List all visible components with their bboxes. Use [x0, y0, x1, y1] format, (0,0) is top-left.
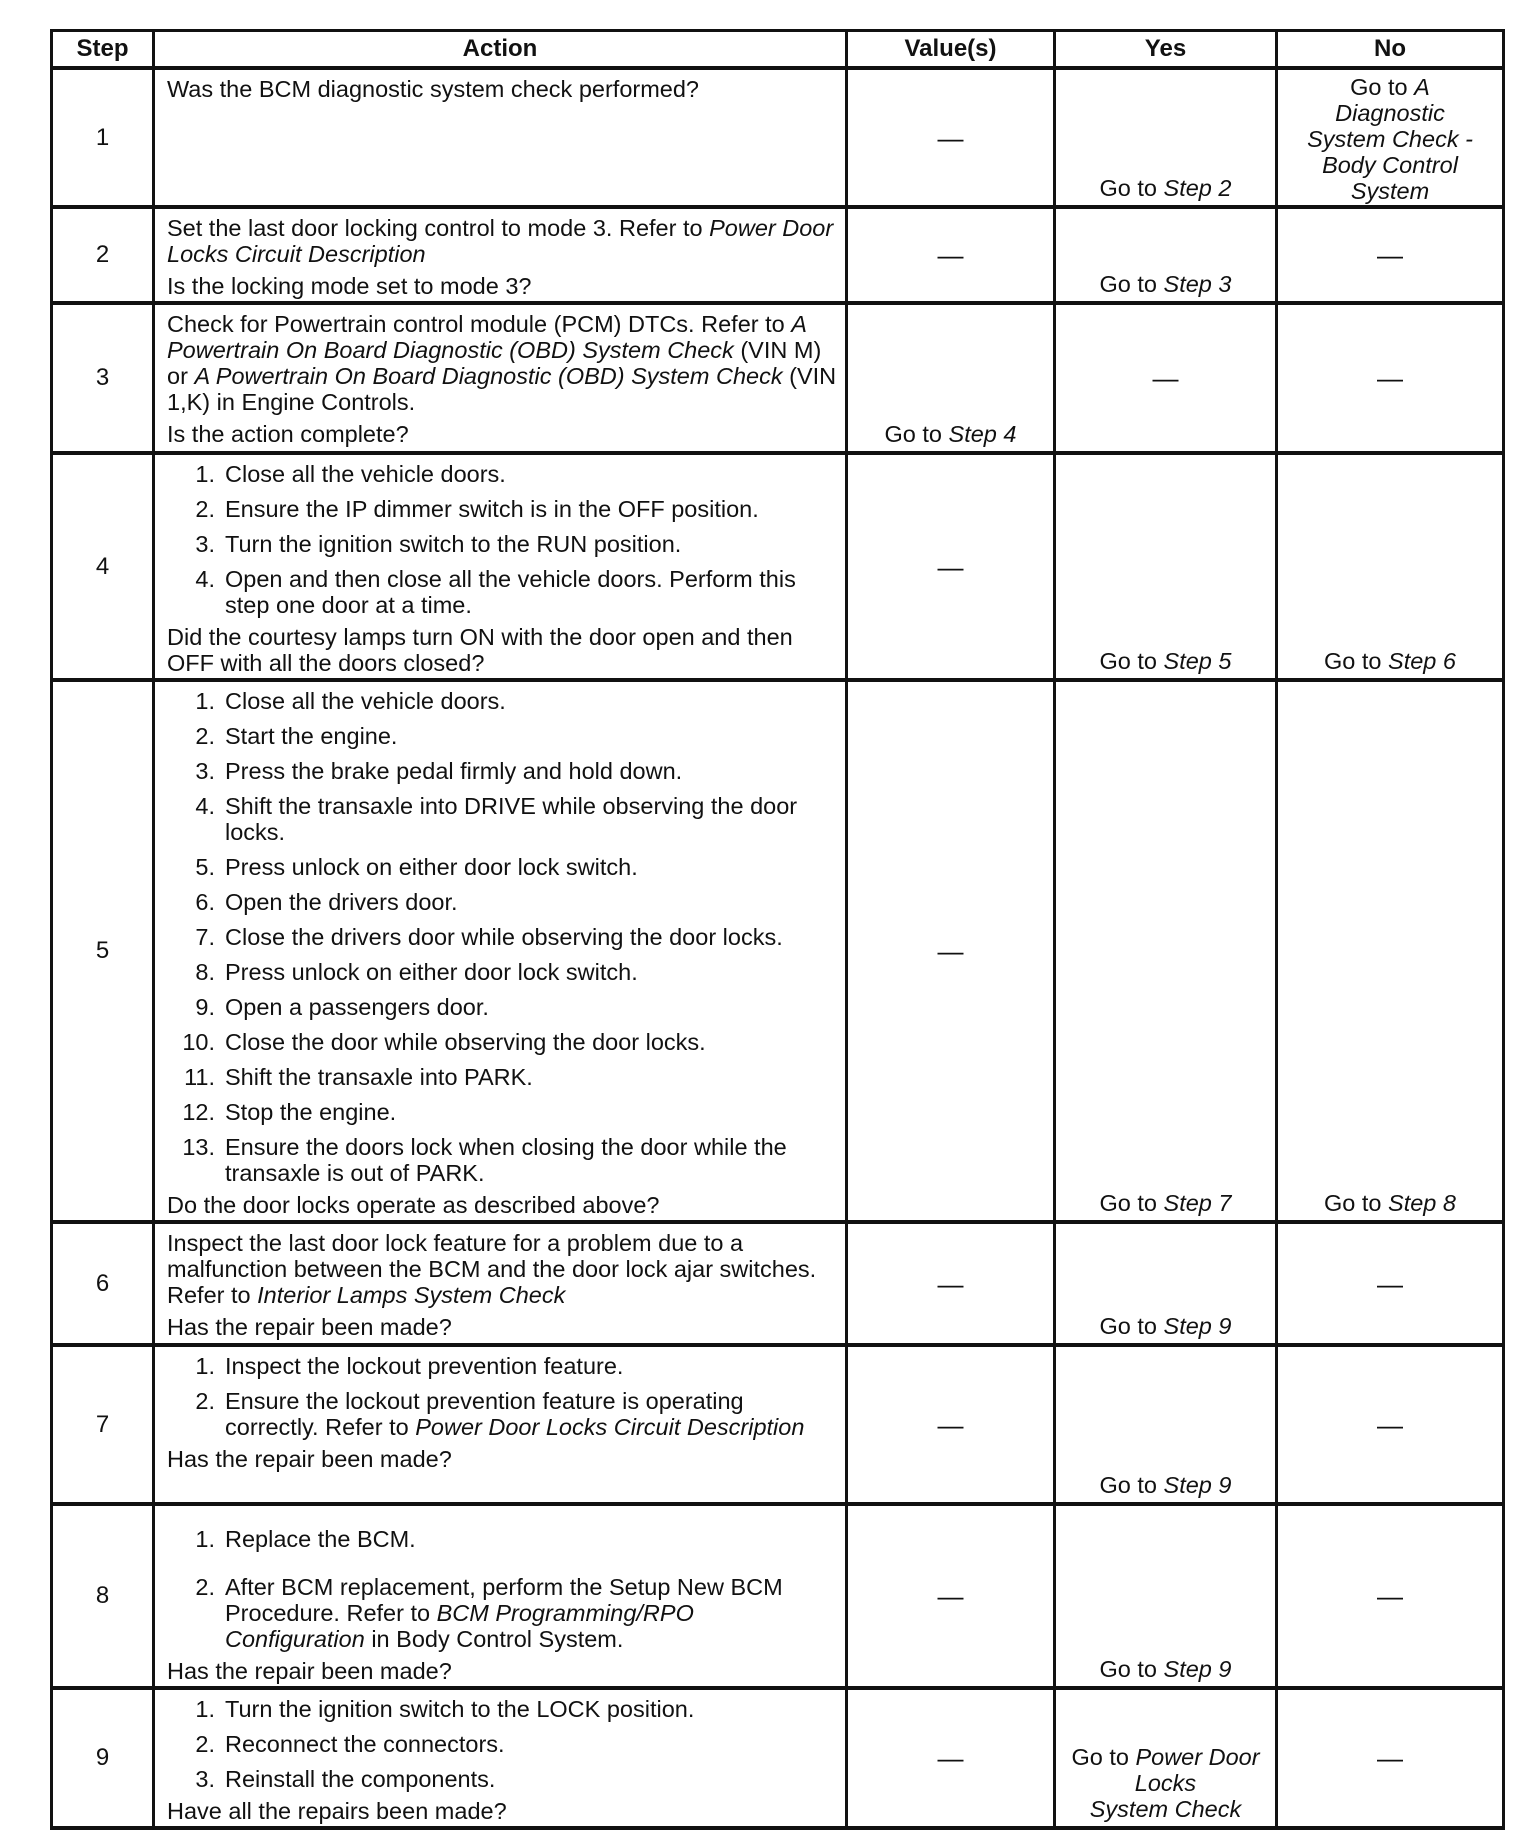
value-cell: —	[847, 680, 1055, 1222]
list-item: 4. Open and then close all the vehicle doors. Perform this step one door at a time.	[195, 566, 796, 618]
action-question: Has the repair been made?	[167, 1446, 452, 1472]
value-cell: —	[847, 68, 1055, 207]
yes-cell: —	[1055, 303, 1277, 453]
list-item: 11. Shift the transaxle into PARK.	[184, 1064, 533, 1090]
action-cell	[154, 680, 847, 1222]
action-steps-list	[167, 461, 837, 618]
go-to-label: Go to	[1099, 1190, 1157, 1216]
yes-cell	[1055, 453, 1277, 680]
table-row-step-4	[52, 453, 1504, 680]
action-text: Check for Powertrain control module (PCM) DTCs. Refer to A Powertrain On Board Diagnostic (OBD) System Check (VIN M) or A Powertrain On Board Diagnostic (OBD) System Check (VIN 1,K) in Engine Controls.	[167, 311, 837, 415]
table-row-step-5	[52, 680, 1504, 1222]
no-link-diagnostic-check[interactable]: A Diagnostic System Check - Body Control System	[1307, 74, 1473, 204]
yes-cell	[1055, 1504, 1277, 1688]
table-row-step-9	[52, 1688, 1504, 1828]
ref-link[interactable]: Interior Lamps System Check	[257, 1282, 566, 1308]
list-item: 1. Replace the BCM.	[195, 1526, 416, 1552]
list-item: 1. Turn the ignition switch to the LOCK position.	[195, 1696, 695, 1722]
list-item: 2. Ensure the lockout prevention feature is operating correctly. Refer to Power Door Locks Circuit Description	[195, 1388, 805, 1440]
header-action: Action	[154, 31, 847, 69]
action-question: Has the repair been made?	[167, 1314, 452, 1340]
list-item: 3. Turn the ignition switch to the RUN position.	[195, 531, 682, 557]
yes-link-power-door-locks-check[interactable]: Power Door Locks System Check	[1089, 1744, 1260, 1822]
value-cell: —	[847, 1345, 1055, 1504]
list-item: 2. After BCM replacement, perform the Setup New BCM Procedure. Refer to BCM Programming/RPO Configuration in Body Control System.	[195, 1574, 783, 1652]
go-to-label: Go to	[1099, 1656, 1157, 1682]
no-cell: —	[1277, 303, 1504, 453]
table-row-step-2	[52, 207, 1504, 303]
action-question: Is the locking mode set to mode 3?	[167, 273, 532, 299]
yes-link-step-3[interactable]: Step 3	[1163, 271, 1232, 297]
step-number: 8	[52, 1504, 154, 1688]
table-row-step-3	[52, 303, 1504, 453]
action-cell	[154, 453, 847, 680]
ref-link-obd-2[interactable]: A Powertrain On Board Diagnostic (OBD) System Check	[194, 363, 783, 389]
step-number: 2	[52, 207, 154, 303]
ref-link[interactable]: Power Door Locks Circuit Description	[167, 215, 834, 267]
list-item: 10. Close the door while observing the door locks.	[182, 1029, 706, 1055]
step-number: 7	[52, 1345, 154, 1504]
value-cell: —	[847, 1504, 1055, 1688]
no-cell: —	[1277, 207, 1504, 303]
action-question: Has the repair been made?	[167, 1658, 452, 1684]
no-link-step-6[interactable]: Step 6	[1388, 648, 1456, 674]
yes-link-step-9[interactable]: Step 9	[1163, 1313, 1232, 1339]
action-steps-list	[167, 1696, 837, 1792]
yes-cell	[1055, 1688, 1277, 1828]
list-item: 2. Reconnect the connectors.	[195, 1731, 505, 1757]
yes-cell	[1055, 680, 1277, 1222]
action-question: Was the BCM diagnostic system check performed?	[167, 76, 699, 102]
action-question: Do the door locks operate as described above?	[167, 1192, 660, 1218]
step-number: 9	[52, 1688, 154, 1828]
no-cell: —	[1277, 1504, 1504, 1688]
header-step: Step	[52, 31, 154, 69]
ref-link-obd-1[interactable]: A Powertrain On Board Diagnostic (OBD) System Check	[167, 311, 807, 363]
diagnostic-table-container	[50, 29, 1502, 1830]
go-to-label: Go to	[1099, 1313, 1157, 1339]
list-item: 1. Close all the vehicle doors.	[195, 688, 506, 714]
list-item: 3. Reinstall the components.	[195, 1766, 496, 1792]
header-values: Value(s)	[847, 31, 1055, 69]
table-row-step-7	[52, 1345, 1504, 1504]
action-cell	[154, 68, 847, 207]
step-number: 3	[52, 303, 154, 453]
action-cell	[154, 1222, 847, 1345]
yes-cell	[1055, 68, 1277, 207]
table-row-step-8	[52, 1504, 1504, 1688]
value-cell: —	[847, 207, 1055, 303]
step-number: 4	[52, 453, 154, 680]
table-row-step-6	[52, 1222, 1504, 1345]
action-cell	[154, 1345, 847, 1504]
go-to-label: Go to	[1324, 1190, 1382, 1216]
go-to-label: Go to	[1350, 74, 1408, 100]
value-cell: —	[847, 1688, 1055, 1828]
yes-link-step-7[interactable]: Step 7	[1163, 1190, 1232, 1216]
action-cell	[154, 1504, 847, 1688]
action-cell	[154, 303, 847, 453]
action-steps-list	[167, 1526, 837, 1652]
no-link-step-8[interactable]: Step 8	[1388, 1190, 1456, 1216]
yes-link-step-2[interactable]: Step 2	[1163, 175, 1232, 201]
no-cell: —	[1277, 1345, 1504, 1504]
action-steps-list	[167, 688, 837, 1186]
action-text: Set the last door locking control to mode 3. Refer to Power Door Locks Circuit Description	[167, 215, 834, 267]
list-item: 12. Stop the engine.	[182, 1099, 397, 1125]
list-item: 6. Open the drivers door.	[195, 889, 458, 915]
ref-link[interactable]: BCM Programming/RPO Configuration	[225, 1600, 694, 1652]
go-to-label: Go to	[1099, 271, 1157, 297]
no-cell	[1277, 680, 1504, 1222]
go-to-label: Go to	[1324, 648, 1382, 674]
value-cell	[847, 303, 1055, 453]
list-item: 7. Close the drivers door while observing the door locks.	[195, 924, 783, 950]
diagnostic-table	[50, 29, 1505, 1830]
yes-cell	[1055, 1222, 1277, 1345]
table-row-step-1	[52, 68, 1504, 207]
no-cell	[1277, 453, 1504, 680]
no-cell	[1277, 68, 1504, 207]
step-number: 5	[52, 680, 154, 1222]
list-item: 3. Press the brake pedal firmly and hold down.	[195, 758, 683, 784]
list-item: 2. Start the engine.	[195, 723, 398, 749]
list-item: 9. Open a passengers door.	[195, 994, 489, 1020]
step-number: 6	[52, 1222, 154, 1345]
go-to-label: Go to	[1071, 1744, 1129, 1770]
list-item: 1. Inspect the lockout prevention feature.	[195, 1353, 624, 1379]
action-text: Inspect the last door lock feature for a problem due to a malfunction between the BCM and the door lock ajar switches. Refer to Interior Lamps System Check	[167, 1230, 817, 1308]
list-item: 8. Press unlock on either door lock switch.	[195, 959, 638, 985]
ref-link[interactable]: Power Door Locks Circuit Description	[415, 1414, 805, 1440]
action-question: Is the action complete?	[167, 421, 409, 447]
header-no: No	[1277, 31, 1504, 69]
header-yes: Yes	[1055, 31, 1277, 69]
step-number: 1	[52, 68, 154, 207]
yes-link-step-5[interactable]: Step 5	[1163, 648, 1232, 674]
action-cell	[154, 207, 847, 303]
action-steps-list	[167, 1353, 837, 1440]
no-cell: —	[1277, 1688, 1504, 1828]
yes-link-step-9[interactable]: Step 9	[1163, 1472, 1232, 1498]
action-question: Have all the repairs been made?	[167, 1798, 507, 1824]
value-cell: —	[847, 1222, 1055, 1345]
go-to-label: Go to	[1099, 175, 1157, 201]
list-item: 2. Ensure the IP dimmer switch is in the OFF position.	[195, 496, 759, 522]
list-item: 1. Close all the vehicle doors.	[195, 461, 506, 487]
no-cell: —	[1277, 1222, 1504, 1345]
yes-cell	[1055, 207, 1277, 303]
action-cell	[154, 1688, 847, 1828]
value-link-step-4[interactable]: Step 4	[948, 421, 1017, 447]
list-item: 4. Shift the transaxle into DRIVE while observing the door locks.	[195, 793, 798, 845]
go-to-label: Go to	[1099, 648, 1157, 674]
yes-cell	[1055, 1345, 1277, 1504]
yes-link-step-9[interactable]: Step 9	[1163, 1656, 1232, 1682]
go-to-label: Go to	[884, 421, 942, 447]
value-cell: —	[847, 453, 1055, 680]
list-item: 13. Ensure the doors lock when closing the door while the transaxle is out of PARK.	[182, 1134, 787, 1186]
list-item: 5. Press unlock on either door lock switch.	[195, 854, 638, 880]
go-to-label: Go to	[1099, 1472, 1157, 1498]
header-row	[52, 31, 1504, 69]
action-question: Did the courtesy lamps turn ON with the door open and then OFF with all the doors closed?	[167, 624, 793, 676]
